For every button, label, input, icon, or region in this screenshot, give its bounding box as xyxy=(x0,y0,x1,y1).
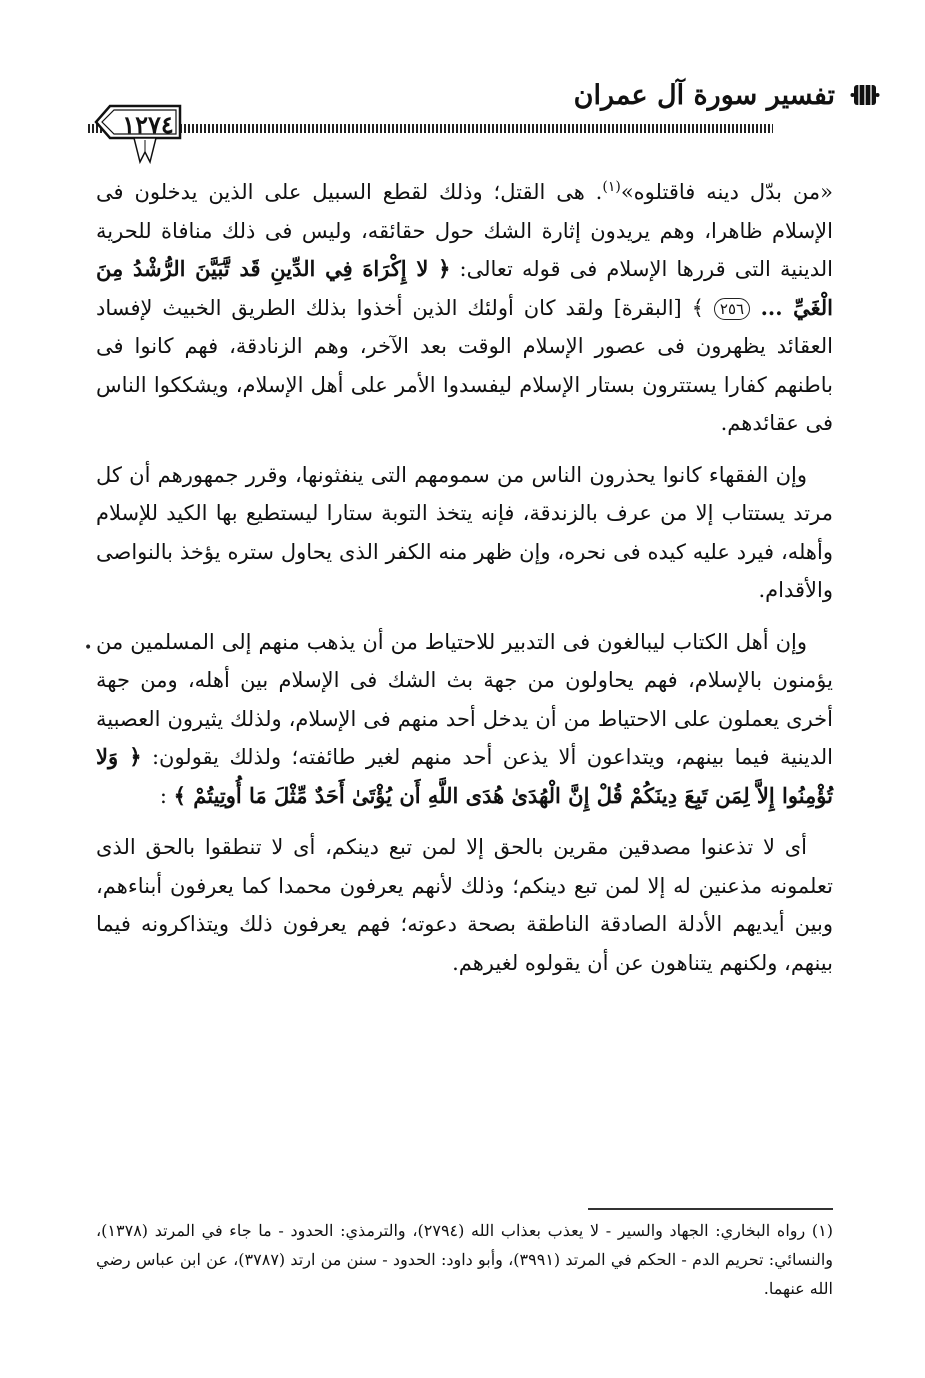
text-run: أى لا تذعنوا مصدقين مقرين بالحق إلا لمن تبع دينكم، أى لا تنطقوا بالحق الذى تعلمونه مذعنين له إلا لمن تبع دينكم؛ وذلك لأنهم يعرفون محمدا كما يعرفون أبناءهم، وبين أيديهم الأدلة الصادقة الناطقة بصحة دعوته؛ فهم يعرفون ذلك ويتذاكرونه فيما بينهم، ولكنهم يتناهون عن أن يقولوه لغيرهم. xyxy=(96,835,833,975)
text-run: : xyxy=(159,783,174,808)
paragraph xyxy=(96,828,833,982)
footnote: (١) رواه البخاري: الجهاد والسير - لا يعذب بعذاب الله (٢٧٩٤)، والترمذي: الحدود - ما جاء في المرتد (١٣٧٨)، والنسائي: تحريم الدم - الحكم في المرتد (٣٩٩١)، وأبو داود: الحدود - سنن من ارتد (٣٧٨٧)، عن ابن عباس رضي الله عنهما. xyxy=(96,1221,834,1298)
header-title: تفسير سورة آل عمران xyxy=(573,80,835,111)
text-run: . هى القتل؛ وذلك لقطع السبيل على الذين يدخلون فى الإسلام ظاهرا، وهم يريدون إثارة الشك حول حقائقه، وليس فى ذلك منافاة للحرية الدينية التى قررها الإسلام فى قوله تعالى: xyxy=(96,180,833,281)
text-run: وإن الفقهاء كانوا يحذرون الناس من سمومهم التى ينفثونها، وقرر جمهورهم أن كل مرتد يستتاب إلا من عرف بالزندقة، فإنه يتخذ التوبة ستارا ليستطيع بها الكيد للإسلام وأهله، فيرد عليه كيده فى نحره، وإن ظهر منه الكفر الذى يحاول ستره يؤخذ بالنواصى والأقدام. xyxy=(96,462,833,602)
ornament-dot: • xyxy=(84,640,93,656)
paragraph xyxy=(96,623,833,816)
quran-verse: ﴿ لا إِكْرَاهَ فِي الدِّينِ قَد تَّبَيَّنَ الرُّشْدُ مِنَ الْغَيِّ ... xyxy=(96,256,833,320)
footnotes xyxy=(96,1216,833,1303)
running-header xyxy=(0,60,925,170)
text-run: «من بدّل دينه فاقتلوه» xyxy=(620,180,833,204)
header-rule xyxy=(88,124,773,133)
body-text xyxy=(96,173,833,982)
footnote-ref: (١) xyxy=(602,179,621,195)
text-run: ﴾ [البقرة] ولقد كان أولئك الذين أخذوا بذلك الطريق الخبيث لإفساد العقائد يظهرون فى عصور الإسلام الوقت بعد الآخر، وهم الزنادقة، فهم كانوا فى باطنهم كفارا يستترون بستار الإسلام ليفسدوا الأمر على أهل الإسلام، ويشككوا الناس فى عقائدهم. xyxy=(96,295,833,435)
quran-verse: ﴿ وَلا تُؤْمِنُوا إِلاَّ لِمَن تَبِعَ دِينَكُمْ قُلْ إِنَّ الْهُدَىٰ هُدَى اللَّهِ أَن يُؤْتَىٰ أَحَدٌ مِّثْلَ مَا أُوتِيتُمْ ﴾ xyxy=(96,744,833,808)
footnote-divider xyxy=(588,1208,833,1210)
text-run: وإن أهل الكتاب ليبالغون فى التدبير للاحتياط من أن يذهب منهم إلى المسلمين من يؤمنون بالإسلام، فهم يحاولون من جهة بث الشك فى الإسلام بين أهله، ومن جهة أخرى يعملون على الاحتياط من أن يدخل أحد منهم فى الإسلام، ولذلك يثيرون العصبية الدينية فيما بينهم، ويتداعون ألا يذعن أحد منهم لغير طائفته؛ ولذلك يقولون: xyxy=(96,629,834,769)
ornament-icon xyxy=(850,82,880,108)
paragraph xyxy=(96,456,833,610)
paragraph xyxy=(96,173,833,443)
page-number: ١٢٧٤ xyxy=(122,110,174,139)
ayah-number: ٢٥٦ xyxy=(714,298,750,320)
